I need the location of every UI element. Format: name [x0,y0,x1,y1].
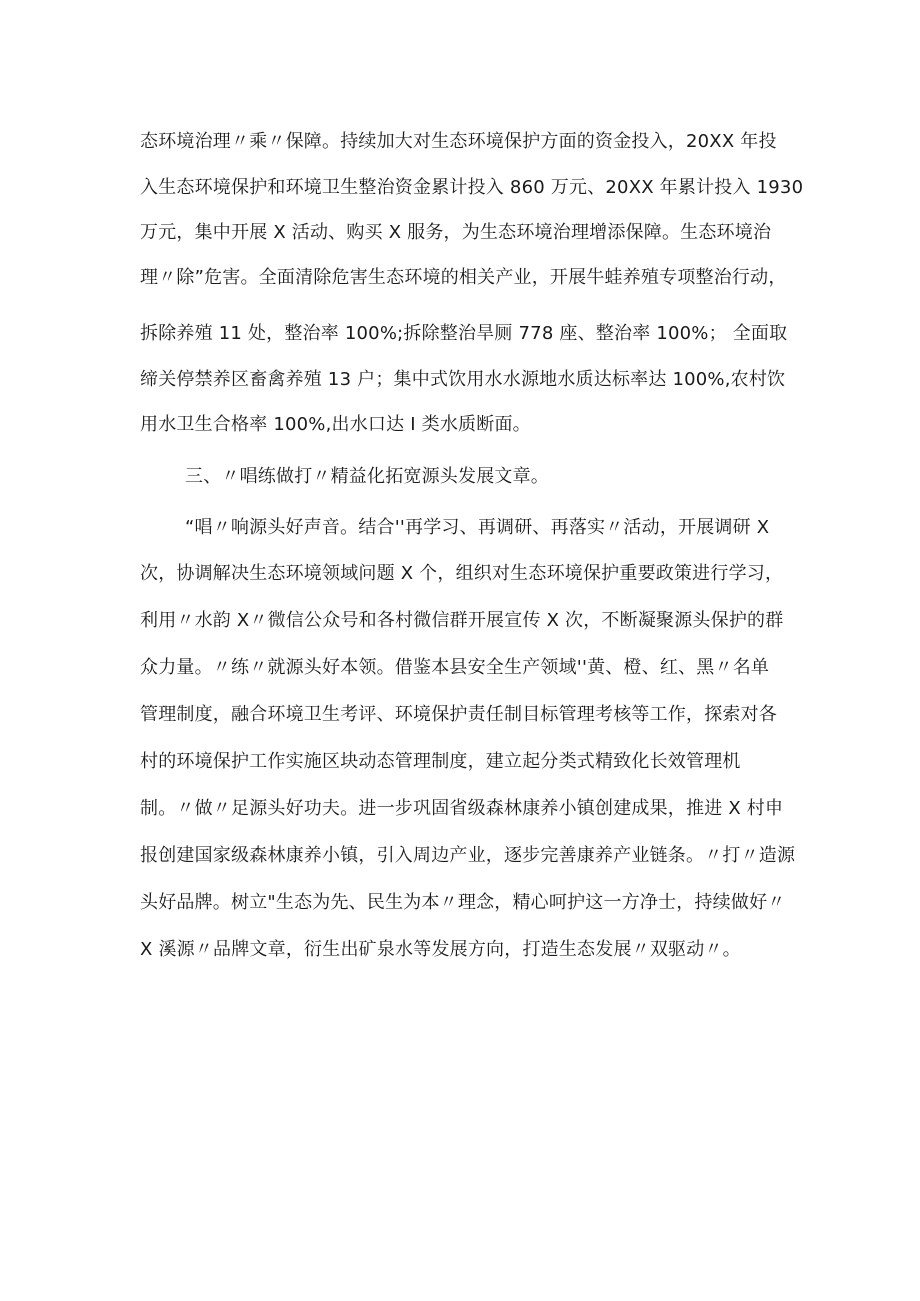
text-line: 次，协调解决生态环境领域问题 X 个，组织对生态环境保护重要政策进行学习， [140,563,784,584]
text-line: 入生态环境保护和环境卫生整治资金累计投入 860 万元、20XX 年累计投入 1930 [140,177,804,198]
text-line: 拆除养殖 11 处，整治率 100%;拆除整治旱厕 778 座、整治率 100%； 全面取 [140,323,788,344]
text-line: 理〃除”危害。全面清除危害生态环境的相关产业，开展牛蛙养殖专项整治行动， [140,267,787,288]
text-line: “唱〃响源头好声音。结合''再学习、再调研、再落实〃活动，开展调研 X [185,517,770,538]
text-line: 村的环境保护工作实施区块动态管理制度，建立起分类式精致化长效管理机 [140,751,741,772]
text-line: 用水卫生合格率 100%,出水口达 I 类水质断面。 [140,414,531,435]
text-line: 万元，集中开展 X 活动、购买 X 服务，为生态环境治理增添保障。生态环境治 [140,222,772,243]
text-line: 利用〃水韵 X〃微信公众号和各村微信群开展宣传 X 次，不断凝聚源头保护的群 [140,610,784,631]
section-heading: 三、〃唱练做打〃精益化拓宽源头发展文章。 [185,466,549,487]
text-line: 头好品牌。树立"生态为先、民生为本〃理念，精心呵护这一方净士，持续做好〃 [140,892,786,913]
text-line: 报创建国家级森林康养小镇，引入周边产业，逐步完善康养产业链条。〃打〃造源 [140,845,796,866]
text-line: 制。〃做〃足源头好功夫。进一步巩固省级森林康养小镇创建成果，推进 X 村申 [140,798,784,819]
text-line: 缔关停禁养区畜禽养殖 13 户；集中式饮用水水源地水质达标率达 100%,农村饮 [140,369,786,390]
text-line: X 溪源〃品牌文章，衍生出矿泉水等发展方向，打造生态发展〃双驱动〃。 [140,939,741,960]
text-line: 管理制度，融合环境卫生考评、环境保护责任制目标管理考核等工作，探索对各 [140,704,777,725]
text-line: 态环境治理〃乘〃保障。持续加大对生态环境保护方面的资金投入，20XX 年投 [140,131,777,152]
text-line: 众力量。〃练〃就源头好本领。借鉴本县安全生产领域''黄、橙、红、黑〃名单 [140,657,770,678]
